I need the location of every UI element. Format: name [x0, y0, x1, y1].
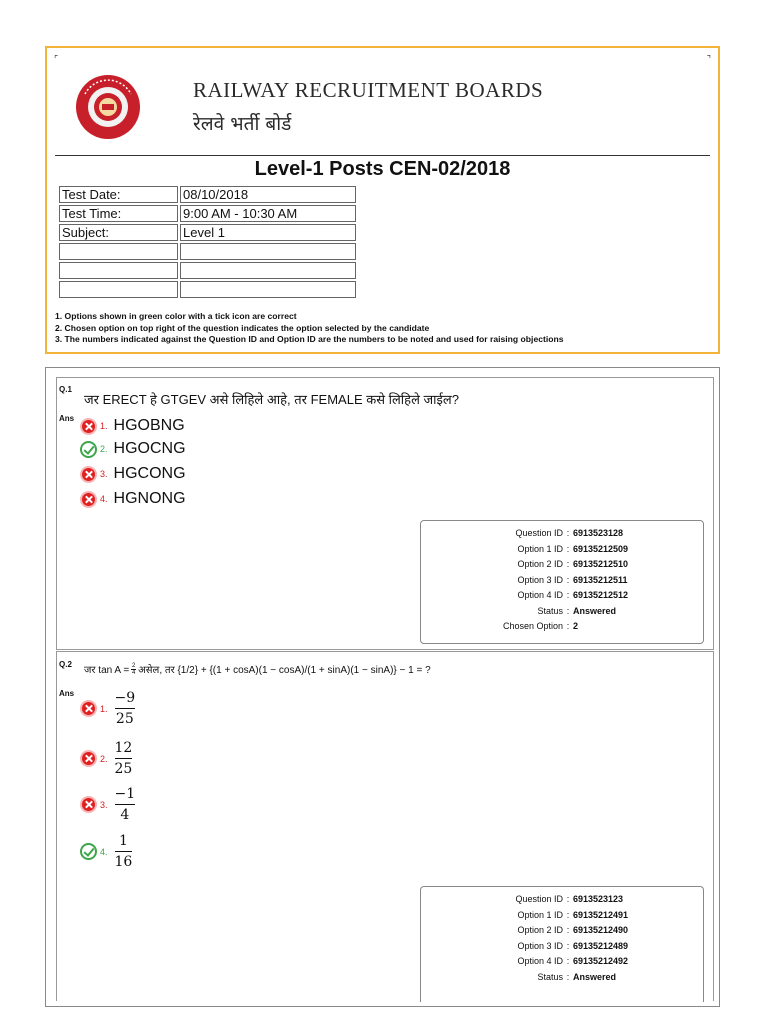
info-value: [180, 281, 356, 298]
header-panel: [45, 46, 720, 354]
answer-label: Ans: [59, 414, 75, 423]
meta-option2-id: Option 2 ID : 69135212490: [517, 925, 629, 935]
info-label: [59, 262, 178, 279]
option-3: [80, 785, 135, 824]
info-value: [180, 243, 356, 260]
meta-option2-id: Option 2 ID : 69135212510: [517, 559, 629, 569]
tick-icon: [80, 441, 97, 458]
option-4: [80, 490, 186, 508]
meta-status: Status : Answered: [537, 605, 617, 616]
question-number: Q.2: [59, 660, 72, 669]
option-number: 1.: [100, 703, 108, 714]
wrong-icon: [80, 700, 97, 717]
meta-option3-id: Option 3 ID : 69135212489: [517, 940, 629, 951]
instructions: [55, 311, 564, 346]
wrong-icon: [80, 466, 97, 483]
option-number: 3.: [100, 799, 108, 810]
option-number: 2.: [100, 444, 108, 454]
wrong-icon: [80, 796, 97, 813]
info-label: [59, 281, 178, 298]
org-name-english: RAILWAY RECRUITMENT BOARDS: [193, 78, 544, 102]
option-number: 1.: [100, 421, 108, 431]
option-fraction: $\frac{12}{25}$: [114, 740, 133, 777]
info-value: Level 1: [180, 224, 356, 241]
info-value: [180, 262, 356, 279]
option-text: HGCONG: [113, 465, 186, 482]
question-meta-box: [420, 520, 704, 644]
option-number: 2.: [100, 753, 108, 764]
corner-mark-left: ⌜: [54, 54, 59, 64]
railway-logo: [75, 74, 141, 140]
test-info-table: [57, 184, 358, 300]
inline-fraction: 2 4: [131, 662, 136, 676]
info-label: Subject:: [59, 224, 178, 241]
meta-option1-id: Option 1 ID : 69135212509: [517, 543, 629, 554]
question-text: जर ERECT हे GTGEV असे लिहिले आहे, तर FEMALE कसे लिहिले जाईल?: [84, 392, 459, 407]
info-row: [59, 186, 356, 203]
org-name-hindi: रेलवे भर्ती बोर्ड: [193, 113, 292, 135]
option-number: 3.: [100, 469, 108, 479]
answer-label: Ans: [59, 689, 75, 698]
option-2: [80, 739, 132, 778]
option-fraction: $\frac{-9}{25}$: [114, 690, 136, 727]
instruction-line: 2. Chosen option on top right of the question indicates the option selected by the candidate: [55, 322, 430, 333]
info-label: Test Time:: [59, 205, 178, 222]
instruction-line: 3. The numbers indicated against the Question ID and Option ID are the numbers to be noted and used for raising objections: [55, 334, 564, 344]
info-row: [59, 243, 356, 260]
option-number: 4.: [100, 494, 108, 504]
option-text: HGOCNG: [113, 440, 186, 457]
info-row: [59, 281, 356, 298]
meta-option4-id: Option 4 ID : 69135212492: [517, 956, 629, 966]
info-value: 08/10/2018: [180, 186, 356, 203]
meta-status: Status : Answered: [537, 971, 617, 982]
meta-chosen-option: Chosen Option : 2: [502, 621, 579, 631]
meta-question-id: Question ID : 6913523128: [515, 528, 624, 538]
question-text: जर tan A = 2 4 असेल, तर {1/2} + {(1 + cosA)(1 − cosA)/(1 + sinA)(1 − sinA)} − 1 = ?: [84, 662, 431, 676]
instruction-line: 1. Options shown in green color with a tick icon are correct: [55, 311, 297, 321]
info-row: [59, 205, 356, 222]
wrong-icon: [80, 750, 97, 767]
tick-icon: [80, 843, 97, 860]
wrong-icon: [80, 491, 97, 508]
option-3: [80, 465, 186, 483]
header-divider: [55, 155, 710, 156]
option-text: HGOBNG: [113, 417, 185, 434]
option-1: [80, 417, 185, 435]
option-2: [80, 440, 186, 458]
option-number: 4.: [100, 846, 108, 857]
meta-option3-id: Option 3 ID : 69135212511: [517, 574, 628, 585]
option-fraction: $\frac{1}{16}$: [114, 833, 133, 870]
option-fraction: $\frac{-1}{4}$: [114, 786, 136, 823]
question-meta-box: [420, 886, 704, 1002]
info-row: [59, 224, 356, 241]
exam-title: Level-1 Posts CEN-02/2018: [254, 158, 511, 180]
info-row: [59, 262, 356, 279]
question-card-1: [56, 377, 714, 650]
question-card-2: [56, 651, 714, 1001]
info-label: [59, 243, 178, 260]
option-1: [80, 689, 135, 728]
meta-option4-id: Option 4 ID : 69135212512: [517, 590, 629, 600]
info-label: Test Date:: [59, 186, 178, 203]
info-value: 9:00 AM - 10:30 AM: [180, 205, 356, 222]
option-text: HGNONG: [113, 490, 186, 507]
meta-option1-id: Option 1 ID : 69135212491: [517, 909, 629, 920]
wrong-icon: [80, 418, 97, 435]
question-number: Q.1: [59, 385, 72, 394]
meta-question-id: Question ID : 6913523123: [515, 894, 624, 904]
option-4: [80, 832, 132, 871]
corner-mark-right: ⌝: [706, 54, 711, 64]
